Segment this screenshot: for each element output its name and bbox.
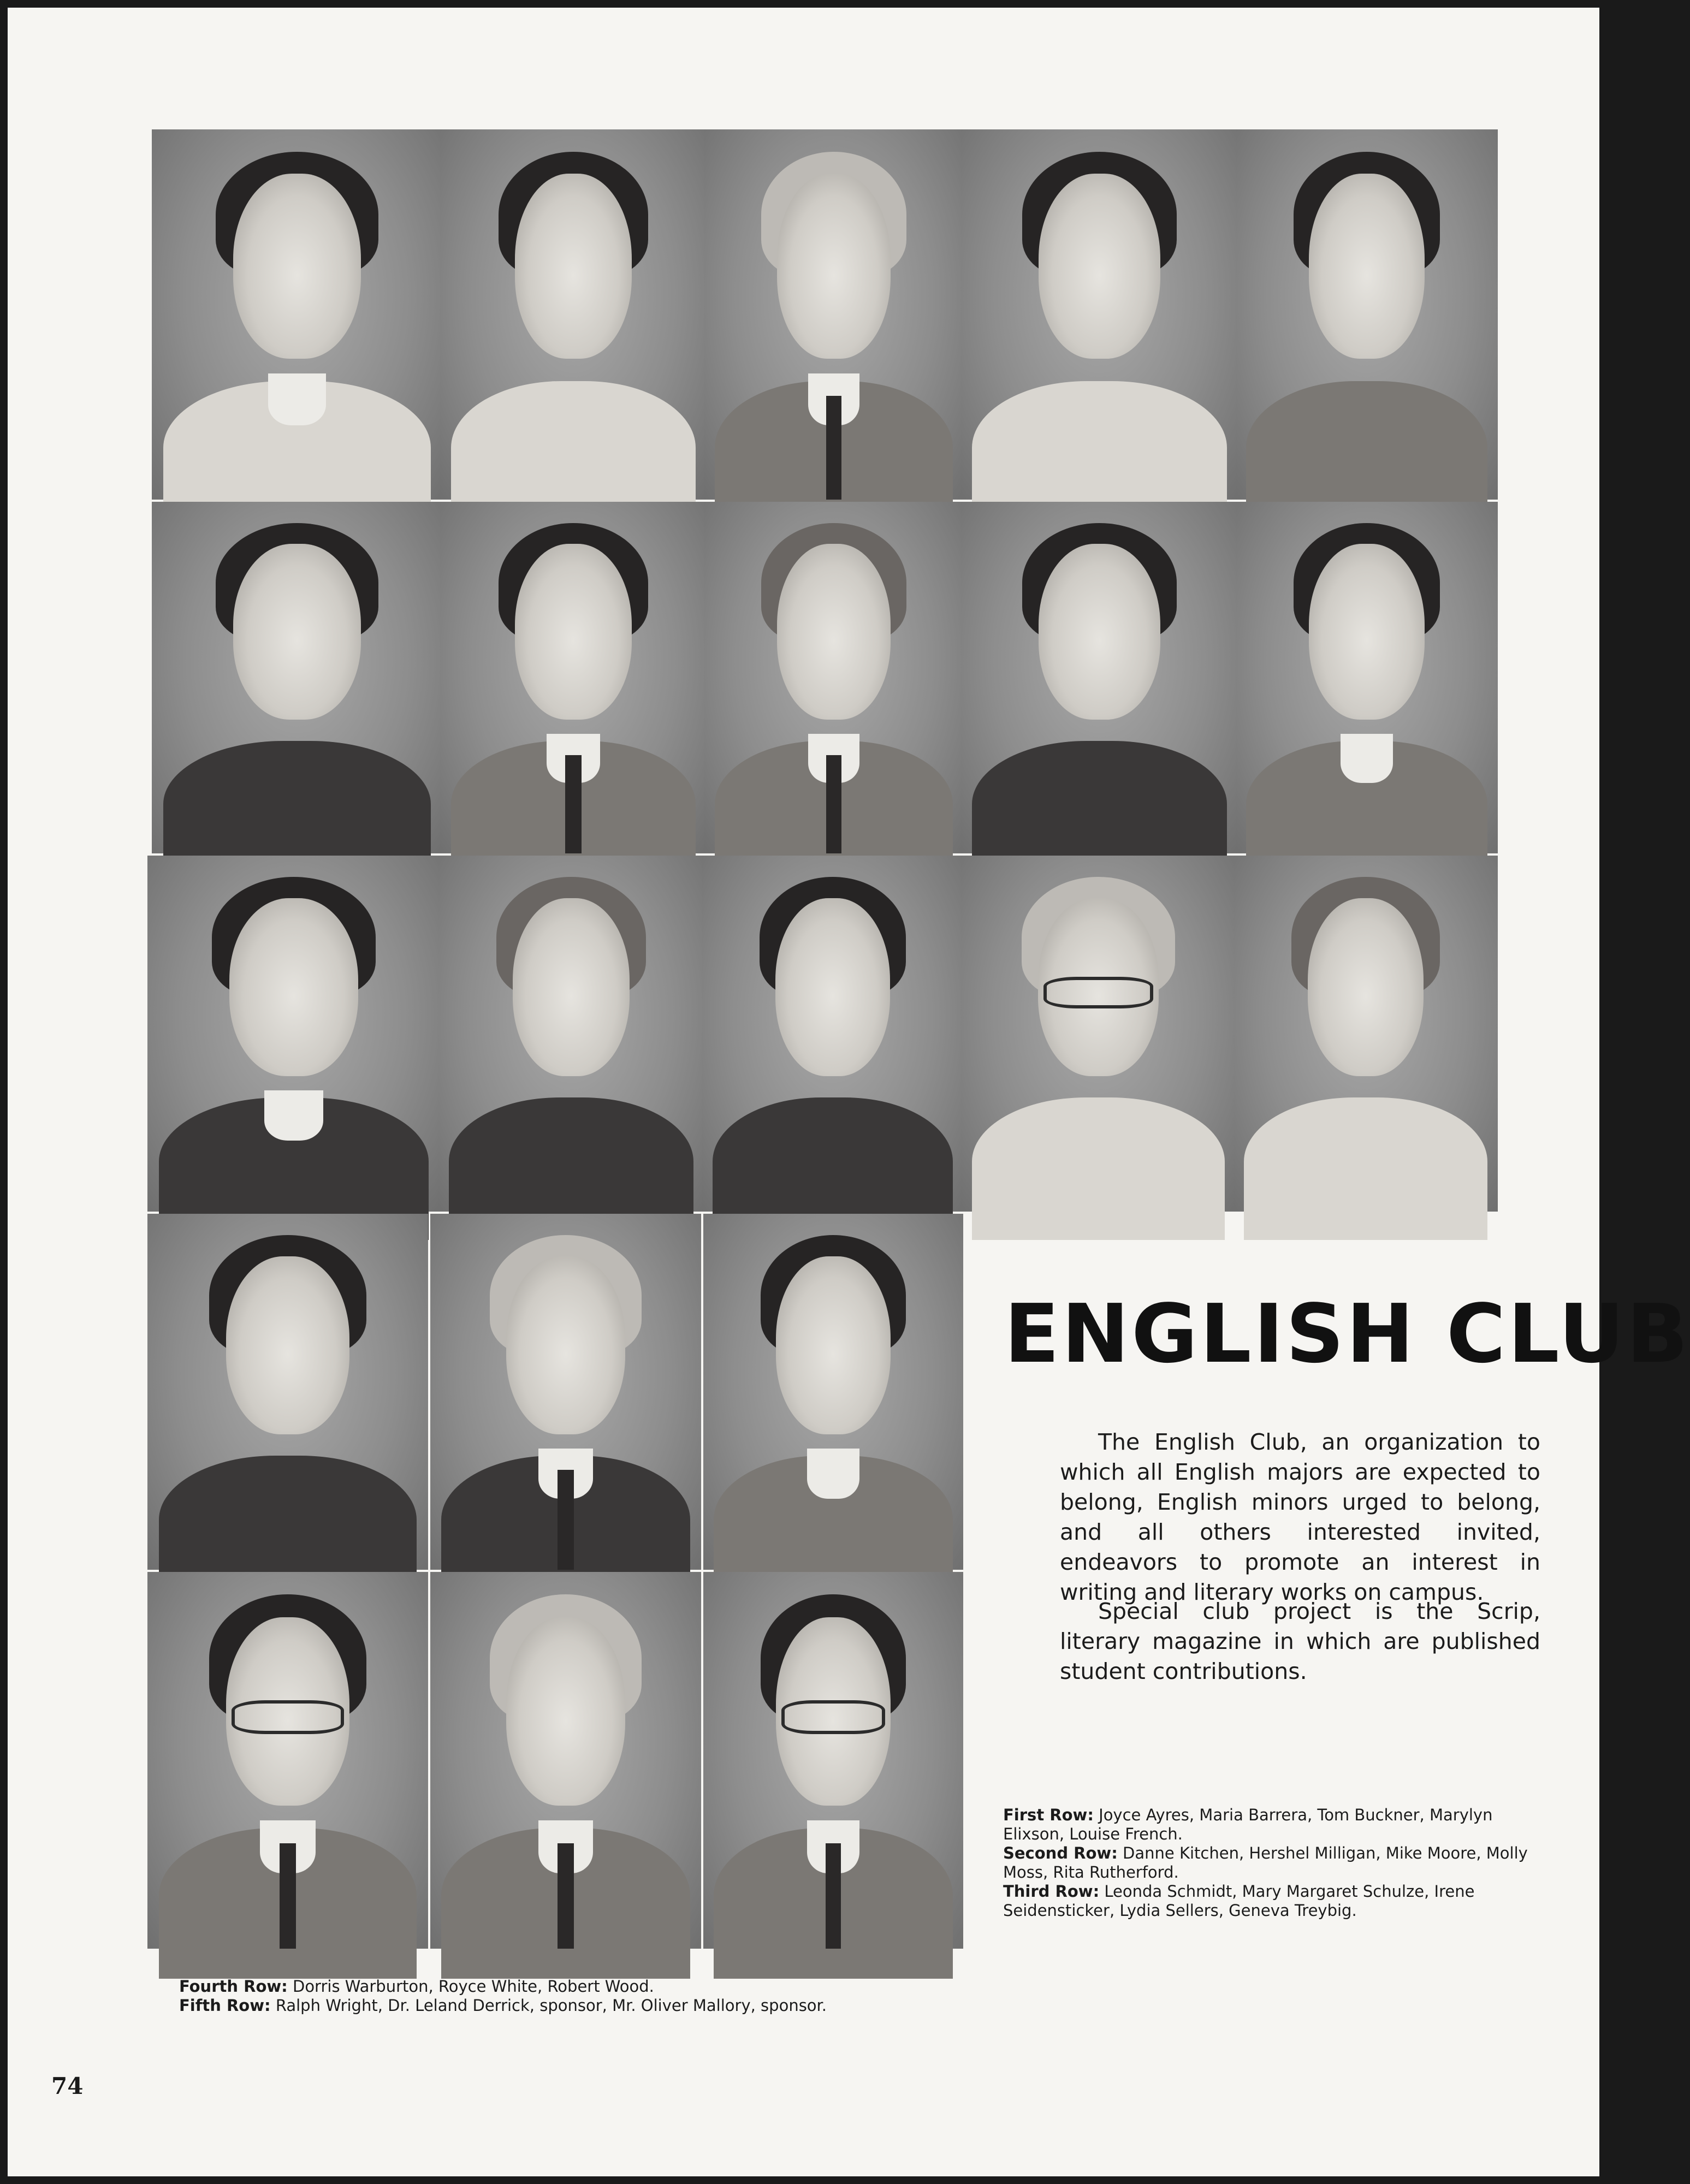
- portrait-tie: [826, 755, 841, 853]
- caption-names: Dorris Warburton, Royce White, Robert Wood.: [292, 1977, 654, 1996]
- portrait-tie: [826, 1843, 841, 1949]
- portrait-photo: [704, 502, 963, 853]
- portrait-glasses: [781, 1700, 885, 1734]
- portrait-face: [1039, 544, 1160, 720]
- portrait-face: [506, 1617, 625, 1806]
- portrait-face: [233, 544, 361, 720]
- caption-names: Danne Kitchen, Hershel Milligan, Mike Moore, Molly Moss, Rita Rutherford.: [1003, 1844, 1533, 1882]
- caption-line: [179, 1996, 998, 2015]
- caption-names: Leonda Schmidt, Mary Margaret Schulze, Irene Seidensticker, Lydia Sellers, Geneva Treybig.: [1003, 1882, 1480, 1920]
- page-title: ENGLISH CLUB: [1004, 1287, 1690, 1381]
- portrait-photo: [961, 856, 1236, 1212]
- portrait-tie: [558, 1470, 574, 1570]
- caption-line: [1003, 1844, 1549, 1882]
- caption-block-bottom: [179, 1977, 998, 2015]
- portrait-tie: [558, 1843, 574, 1949]
- portrait-photo: [430, 1572, 701, 1949]
- portrait-face: [775, 898, 890, 1076]
- portrait-photo: [961, 502, 1238, 853]
- portrait-face: [513, 898, 630, 1076]
- caption-line: [179, 1977, 998, 1996]
- portrait-face: [229, 898, 358, 1076]
- portrait-photo: [152, 129, 442, 500]
- portrait-photo: [703, 1572, 963, 1949]
- portrait-photo: [1236, 502, 1498, 853]
- portrait-photo: [961, 129, 1238, 500]
- portrait-collar: [264, 1090, 323, 1140]
- portrait-face: [506, 1256, 625, 1434]
- portrait-face: [1309, 174, 1424, 359]
- caption-line: [1003, 1882, 1549, 1920]
- portrait-photo: [1234, 856, 1498, 1212]
- portrait-face: [777, 174, 891, 359]
- caption-line: [1003, 1806, 1549, 1844]
- caption-block-right: [1003, 1806, 1549, 1920]
- body-paragraph: Special club project is the Scrip, literary magazine in which are published student contributions.: [1060, 1598, 1540, 1684]
- portrait-glasses: [232, 1700, 344, 1734]
- caption-label: First Row:: [1003, 1806, 1094, 1824]
- portrait-photo: [1236, 129, 1498, 500]
- caption-names: Ralph Wright, Dr. Leland Derrick, sponsor, Mr. Oliver Mallory, sponsor.: [275, 1996, 827, 2015]
- portrait-face: [777, 544, 891, 720]
- caption-names: Joyce Ayres, Maria Barrera, Tom Buckner, Marylyn Elixson, Louise French.: [1003, 1806, 1498, 1843]
- portrait-collar: [1341, 734, 1393, 783]
- portrait-photo: [430, 1214, 701, 1570]
- portrait-photo: [440, 129, 707, 500]
- portrait-face: [515, 174, 632, 359]
- portrait-face: [515, 544, 632, 720]
- portrait-tie: [826, 396, 841, 500]
- portrait-glasses: [1043, 977, 1153, 1009]
- portrait-photo: [702, 856, 963, 1212]
- portrait-photo: [147, 1214, 428, 1570]
- portrait-photo: [147, 1572, 428, 1949]
- yearbook-page: [8, 8, 1690, 2176]
- portrait-collar: [268, 373, 326, 425]
- portrait-face: [1308, 898, 1424, 1076]
- page-number: 74: [51, 2073, 84, 2099]
- portrait-photo: [152, 502, 442, 853]
- caption-label: Third Row:: [1003, 1882, 1100, 1901]
- portrait-face: [1309, 544, 1424, 720]
- portrait-face: [226, 1256, 349, 1434]
- caption-label: Fifth Row:: [179, 1996, 271, 2015]
- portrait-photo: [704, 129, 963, 500]
- body-paragraph: The English Club, an organization to which all English majors are expected to belong, English minors urged to belong, and all others interested invited, endeavors to promote an interest in writing and literary works on campus.: [1060, 1429, 1540, 1605]
- portrait-photo: [703, 1214, 963, 1570]
- portrait-photo: [440, 502, 707, 853]
- portrait-photo: [147, 856, 440, 1212]
- portrait-clothing: [1244, 1097, 1487, 1240]
- portrait-face: [1039, 174, 1160, 359]
- caption-label: Fourth Row:: [179, 1977, 288, 1996]
- portrait-tie: [280, 1843, 297, 1949]
- caption-label: Second Row:: [1003, 1844, 1118, 1862]
- portrait-clothing: [972, 1097, 1225, 1240]
- portrait-face: [233, 174, 361, 359]
- portrait-photo: [438, 856, 704, 1212]
- portrait-face: [776, 1256, 890, 1434]
- portrait-collar: [807, 1449, 859, 1498]
- portrait-tie: [565, 755, 581, 853]
